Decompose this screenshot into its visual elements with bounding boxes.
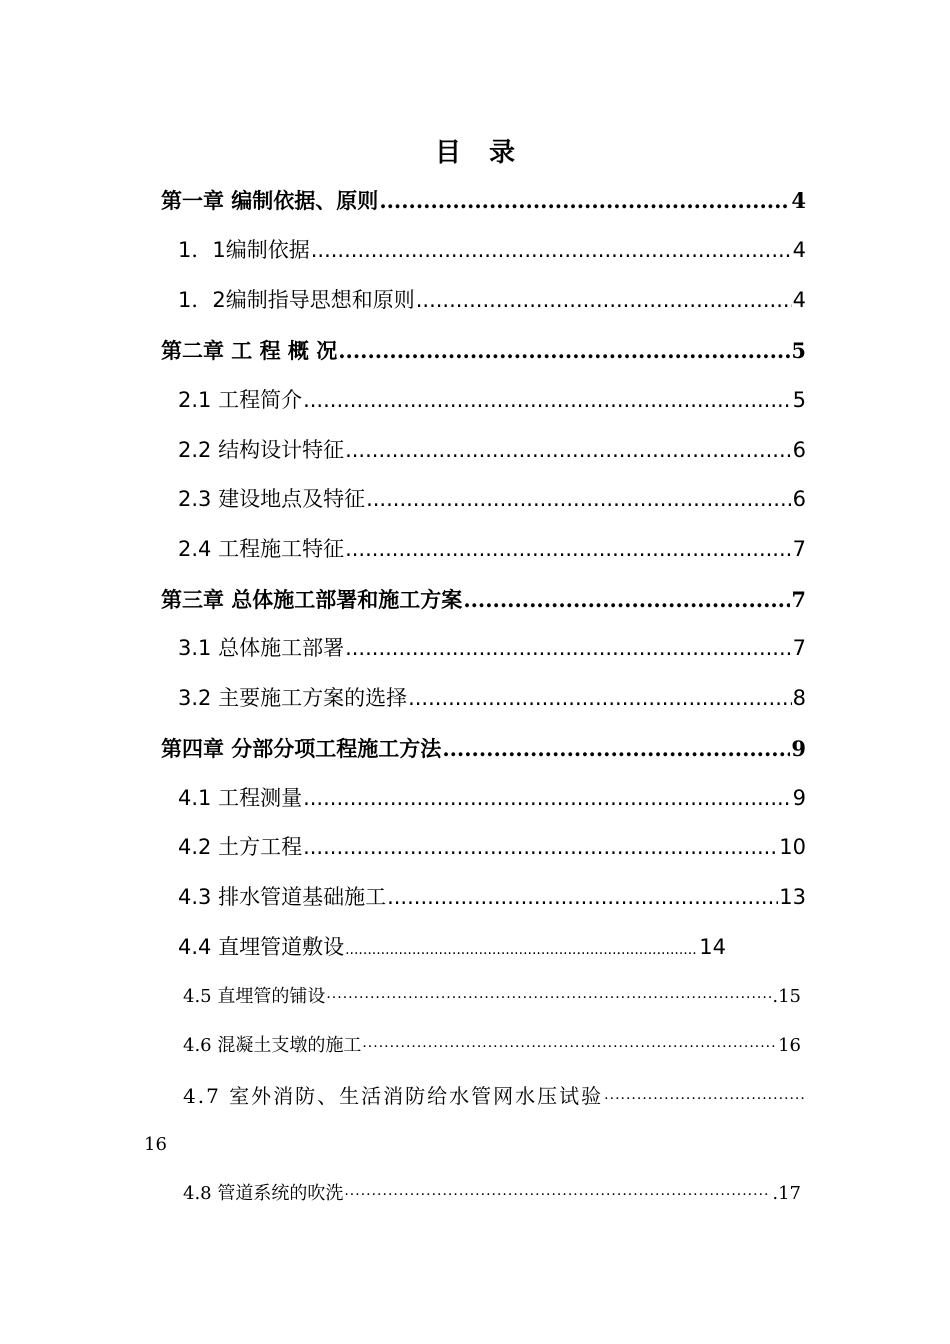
toc-entry-4-7-page: 16 [144,1134,167,1155]
toc-leader-dots [345,440,792,461]
toc-entry-label: 4.3 排水管道基础施工 [178,885,387,909]
toc-entry-page: 9 [792,786,806,810]
toc-leader-dots [416,290,792,311]
toc-entry-label: 3.2 主要施工方案的选择 [178,686,408,710]
toc-entry-page: 7 [792,537,806,561]
toc-leader-dots [345,638,792,659]
toc-entry-3-2[interactable] [178,688,806,709]
toc-entry-page: 8 [792,686,806,710]
toc-entry-2-4[interactable] [178,539,806,560]
toc-entry-label: 2.2 结构设计特征 [178,438,345,462]
toc-entry-label: 4.8 管道系统的吹洗 [183,1183,344,1204]
toc-entry-chapter-2[interactable] [161,340,806,362]
toc-entry-label: 4.2 土方工程 [178,835,303,859]
toc-leader-dots [408,688,792,709]
toc-entry-4-2[interactable] [178,837,806,858]
toc-title [0,132,950,169]
toc-entry-page: 7 [792,636,806,660]
toc-leader-dots [442,738,790,759]
toc-entry-label: 1．2编制指导思想和原则 [178,288,415,312]
toc-leader-dots [303,788,792,809]
toc-entry-page: 4 [792,288,806,312]
toc-entry-page: 5 [792,388,806,412]
toc-entry-label: 第一章 编制依据、原则 [161,189,379,213]
toc-entry-page: 5 [791,338,806,363]
toc-entry-page: .15 [772,986,801,1007]
toc-entry-chapter-4[interactable] [161,738,806,760]
toc-entry-label: 4.5 直埋管的铺设 [183,986,326,1007]
toc-leader-dots [387,887,778,908]
toc-leader-dots [326,991,771,1005]
toc-entry-label: 2.3 建设地点及特征 [178,487,366,511]
toc-entry-2-2[interactable] [178,440,806,461]
toc-entry-label: 第四章 分部分项工程施工方法 [161,737,442,761]
toc-leader-dots [338,340,790,361]
toc-entry-label: 第三章 总体施工部署和施工方案 [161,588,463,612]
toc-entry-label: 第二章 工 程 概 况 [161,339,338,363]
toc-entry-page: 9 [791,736,806,761]
toc-leader-dots [604,1092,804,1106]
toc-leader-dots [303,390,792,411]
toc-entry-label: 4.6 混凝土支墩的施工 [183,1035,362,1056]
toc-entry-chapter-3[interactable] [161,589,806,611]
toc-entry-label: 4.4 直埋管道敷设 [178,935,345,959]
toc-entry-label: 3.1 总体施工部署 [178,636,345,660]
toc-leader-dots [366,489,792,510]
toc-entry-1-2[interactable] [178,290,806,311]
toc-entry-label: 4.1 工程测量 [178,786,303,810]
toc-entry-page: 14 [699,935,726,959]
toc-leader-dots [463,589,790,610]
toc-leader-dots [379,190,790,211]
toc-leader-dots [362,1040,777,1054]
toc-entry-3-1[interactable] [178,638,806,659]
toc-entry-4-6[interactable] [183,1037,801,1055]
toc-entry-label: 4.7 室外消防、生活消防给水管网水压试验 [183,1084,604,1108]
toc-leader-dots [345,539,792,560]
toc-entry-page: 7 [791,587,806,612]
toc-entry-page: 6 [792,487,806,511]
toc-entry-page: .17 [772,1183,801,1204]
toc-entry-label: 1．1编制依据 [178,238,310,262]
toc-leader-dots [303,837,778,858]
toc-entry-page: 10 [779,835,806,859]
toc-entry-page: 16 [778,1035,801,1056]
toc-leader-dots [345,943,698,957]
toc-entry-label: 2.1 工程简介 [178,388,303,412]
toc-entry-page: 4 [791,188,806,213]
toc-entry-1-1[interactable] [178,240,806,261]
toc-title-part1: 目 [434,138,461,168]
toc-leader-dots [311,240,792,261]
toc-entry-page: 6 [792,438,806,462]
toc-entry-page: 4 [792,238,806,262]
toc-entry-2-3[interactable] [178,489,806,510]
toc-entry-4-1[interactable] [178,788,806,809]
toc-entry-4-4[interactable] [178,937,726,958]
toc-entry-2-1[interactable] [178,390,806,411]
toc-entry-label: 2.4 工程施工特征 [178,537,345,561]
toc-entry-page: 13 [779,885,806,909]
toc-entry-4-5[interactable] [183,988,801,1006]
toc-entry-chapter-1[interactable] [161,190,806,212]
toc-leader-dots [344,1188,771,1202]
toc-title-part2: 录 [489,138,516,168]
toc-entry-4-8[interactable] [183,1185,801,1203]
toc-entry-4-7[interactable] [183,1086,805,1106]
toc-entry-4-3[interactable] [178,887,806,908]
